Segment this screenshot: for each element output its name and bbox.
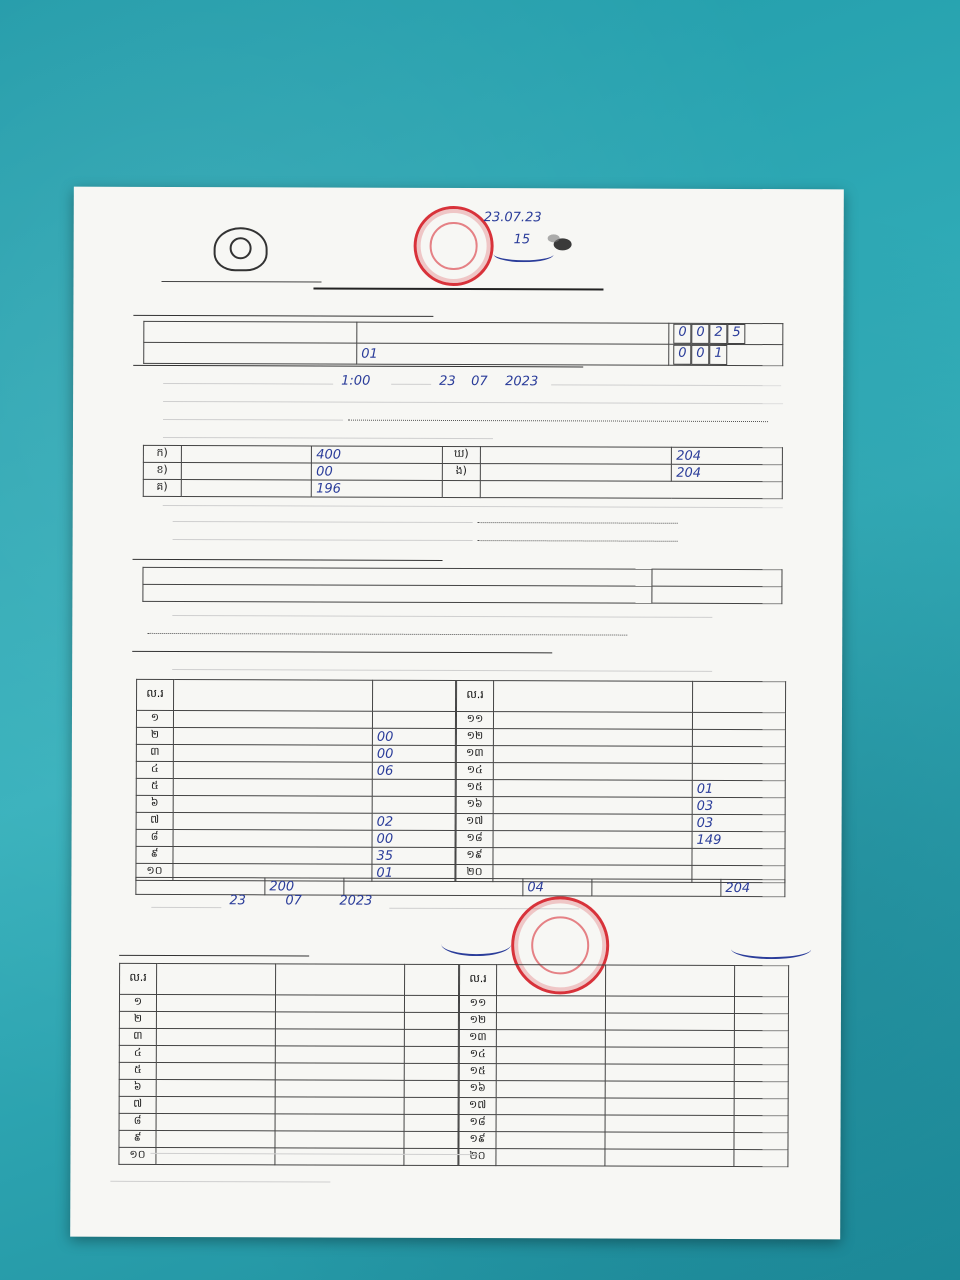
- party-votes: [692, 712, 785, 729]
- sub-digit-1: 0: [673, 345, 691, 365]
- row-no: ៣: [136, 744, 173, 761]
- row-no: ១៧: [456, 813, 493, 830]
- row-no: ១៥: [456, 779, 493, 796]
- party-votes: 03: [692, 814, 785, 831]
- row-no: ៤: [119, 1045, 156, 1062]
- party-name: [493, 763, 692, 781]
- row-no: ១៩: [456, 847, 493, 864]
- party-votes: 01: [692, 780, 785, 797]
- chairman-signature: [441, 932, 511, 956]
- party-votes: 00: [372, 728, 455, 745]
- row-no: ១១: [459, 996, 496, 1013]
- table-row: [119, 1147, 458, 1165]
- section1-table: [143, 321, 783, 366]
- party-name: [493, 746, 692, 764]
- row-no: ៦: [136, 795, 173, 812]
- row-no: ១៨: [456, 830, 493, 847]
- party-votes: 01: [372, 864, 455, 881]
- party-name: [173, 796, 372, 814]
- ballots-spoiled: 00: [312, 463, 443, 480]
- official-stamp-top: [413, 206, 493, 286]
- count-date-month: 07: [471, 374, 488, 390]
- count-start-time: 1:00: [341, 373, 371, 389]
- party-name: [173, 762, 372, 780]
- section3-table: [142, 567, 782, 604]
- table-row: [119, 1096, 458, 1114]
- row-no: ១៨: [459, 1115, 496, 1132]
- table-row: [136, 761, 455, 779]
- section2-heading: [133, 365, 583, 368]
- party-name: [493, 814, 692, 832]
- party-votes: [692, 848, 785, 865]
- table-row: [456, 762, 785, 780]
- party-votes: 03: [692, 797, 785, 814]
- party-results-table-left: [135, 679, 456, 882]
- table-row: [459, 1098, 788, 1116]
- row-no: ៧: [136, 812, 173, 829]
- section1-heading: [133, 315, 433, 317]
- col-witness-sign: [405, 964, 459, 995]
- row-no: ១៤: [456, 762, 493, 779]
- total-ballots: 204: [721, 879, 785, 896]
- col-votes: [373, 680, 456, 711]
- party-name: [173, 728, 372, 746]
- row-no: ៥: [136, 778, 173, 795]
- table-row: [459, 1013, 788, 1031]
- table-row: [456, 830, 785, 848]
- row-no: ២០: [456, 864, 493, 881]
- table-row: [119, 994, 458, 1012]
- secretary-signature: [731, 939, 811, 959]
- col-witness-name: [497, 965, 606, 996]
- party-votes: 00: [372, 745, 455, 762]
- row-no: ១៧: [459, 1098, 496, 1115]
- table-row: [456, 779, 785, 797]
- row-no: ៧: [119, 1096, 156, 1113]
- table-row: [136, 812, 455, 830]
- station-code-sub: [669, 344, 783, 365]
- party-votes: [692, 729, 785, 746]
- party-name: [493, 797, 692, 815]
- total-invalid-votes: 04: [523, 879, 592, 896]
- party-votes: [372, 779, 455, 796]
- formula-check: [480, 481, 782, 499]
- row-no: ១៥: [459, 1064, 496, 1081]
- row-no: ១៦: [459, 1081, 496, 1098]
- party-name: [173, 745, 372, 763]
- row-no: ១០: [136, 863, 173, 880]
- sign-date-day: 23: [229, 893, 246, 909]
- table-row: [136, 795, 455, 813]
- code-digit-4: 5: [727, 324, 745, 344]
- row-no: ១៣: [456, 745, 493, 762]
- table-row: [456, 813, 785, 831]
- party-name: [493, 831, 692, 849]
- row-no: ១៩: [459, 1132, 496, 1149]
- section3-heading: [133, 559, 443, 561]
- col-witness-name: [157, 963, 276, 994]
- table-row: [119, 1062, 458, 1080]
- col-party: [494, 681, 693, 713]
- party-name: [493, 848, 692, 866]
- stamp-time: 15: [513, 232, 531, 248]
- row-no: ៩: [136, 846, 173, 863]
- sign-date-year: 2023: [339, 893, 373, 909]
- sign-date-month: 07: [285, 893, 302, 909]
- code-digit-1: 0: [673, 324, 691, 344]
- row-no: ១៤: [459, 1047, 496, 1064]
- row-no: ៦: [119, 1079, 156, 1096]
- row-no: ២០: [459, 1149, 496, 1166]
- village-number: 01: [357, 343, 669, 365]
- section2-counts-table: [143, 445, 783, 499]
- count-date-year: 2023: [505, 374, 539, 390]
- count-row-label-e: ង): [442, 463, 480, 480]
- section1-label-station: [144, 321, 357, 343]
- code-digit-2: 0: [691, 324, 709, 344]
- row-no: ១១: [456, 711, 493, 728]
- party-results-table-right: [455, 680, 786, 883]
- table-row: [459, 996, 788, 1014]
- party-votes: [372, 711, 455, 728]
- table-row: [136, 710, 455, 728]
- row-no: ៣: [119, 1028, 156, 1045]
- voters-voted: 204: [672, 447, 783, 464]
- row-no: ៨: [136, 829, 173, 846]
- table-row: [119, 1130, 458, 1148]
- party-name: [173, 847, 372, 865]
- row-no: ១២: [456, 728, 493, 745]
- row-no: ១៣: [459, 1030, 496, 1047]
- row-no: ៤: [136, 761, 173, 778]
- party-name: [493, 780, 692, 798]
- col-party: [174, 680, 373, 712]
- table-row: [136, 778, 455, 796]
- party-votes: 149: [692, 831, 785, 848]
- col-no: ល.រ: [137, 679, 174, 710]
- table-row: [459, 1047, 788, 1065]
- row-no: ១: [119, 994, 156, 1011]
- section4-heading: [132, 651, 552, 653]
- table-row: [136, 744, 455, 762]
- footer-note: [110, 1181, 330, 1183]
- table-row: [459, 1115, 788, 1133]
- party-name: [173, 711, 372, 729]
- col-no: ល.រ: [120, 963, 157, 994]
- receiver-signature: [494, 246, 554, 262]
- table-row: [459, 1030, 788, 1048]
- table-row: [119, 1028, 458, 1046]
- party-name: [173, 779, 372, 797]
- org-name: [162, 273, 322, 283]
- row-no: ១០: [119, 1147, 156, 1164]
- row-no: ៩: [119, 1130, 156, 1147]
- commune-name: [357, 322, 669, 344]
- table-row: [456, 745, 785, 763]
- code-digit-3: 2: [709, 324, 727, 344]
- count-row-label-c: គ): [143, 479, 181, 496]
- party-votes: 06: [372, 762, 455, 779]
- row-no: ៥: [119, 1062, 156, 1079]
- row-no: ១២: [459, 1013, 496, 1030]
- party-votes: 02: [372, 813, 455, 830]
- village-name: [144, 342, 357, 364]
- party-votes: [692, 746, 785, 763]
- party-name: [493, 729, 692, 747]
- total-valid-votes: 200: [265, 878, 344, 895]
- section5-heading: [119, 955, 309, 957]
- col-no: ល.រ: [457, 680, 494, 711]
- table-row: [119, 1079, 458, 1097]
- row-no: ២: [136, 727, 173, 744]
- table-row: [456, 796, 785, 814]
- party-votes: 35: [372, 847, 455, 864]
- table-row: [456, 711, 785, 729]
- tally-form-sheet: [70, 187, 844, 1240]
- stamp-date: 23.07.23: [483, 210, 542, 226]
- table-row: [136, 846, 455, 864]
- party-name: [173, 830, 372, 848]
- count-row-label-a: ក): [143, 445, 181, 462]
- table-row: [119, 1113, 458, 1131]
- row-no: ១: [136, 710, 173, 727]
- row-no: ២: [119, 1011, 156, 1028]
- col-votes: [693, 681, 786, 712]
- sub-digit-2: 0: [691, 345, 709, 365]
- count-row-label-d: ឃ): [443, 446, 481, 463]
- col-witness-party: [276, 964, 405, 995]
- party-votes: [372, 796, 455, 813]
- table-row: [119, 1045, 458, 1063]
- witness-table-right: [458, 964, 789, 1167]
- col-no: ល.រ: [460, 965, 497, 996]
- form-title: [313, 287, 603, 290]
- table-row: [119, 1011, 458, 1029]
- table-row: [456, 847, 785, 865]
- table-row: [136, 727, 455, 745]
- ballots-received: 400: [312, 446, 443, 463]
- col-witness-sign: [735, 965, 789, 996]
- count-row-label-b: ខ): [143, 462, 181, 479]
- table-row: [459, 1081, 788, 1099]
- party-votes: [692, 763, 785, 780]
- ballots-in-box: 204: [672, 464, 783, 481]
- station-code: [669, 323, 783, 344]
- election-committee-logo: [214, 227, 268, 271]
- ballots-unused: 196: [312, 480, 443, 497]
- count-date-day: 23: [439, 373, 456, 389]
- table-row: [459, 1064, 788, 1082]
- table-row: [136, 829, 455, 847]
- party-votes: 00: [372, 830, 455, 847]
- party-name: [493, 712, 692, 730]
- sub-digit-3: 1: [709, 345, 727, 365]
- table-row: [459, 1132, 788, 1150]
- witness-table-left: [118, 963, 459, 1166]
- col-witness-party: [606, 965, 735, 996]
- row-no: ១៦: [456, 796, 493, 813]
- table-row: [456, 728, 785, 746]
- row-no: ៨: [119, 1113, 156, 1130]
- fly-on-paper: [554, 238, 572, 250]
- table-row: [459, 1149, 788, 1167]
- party-name: [173, 813, 372, 831]
